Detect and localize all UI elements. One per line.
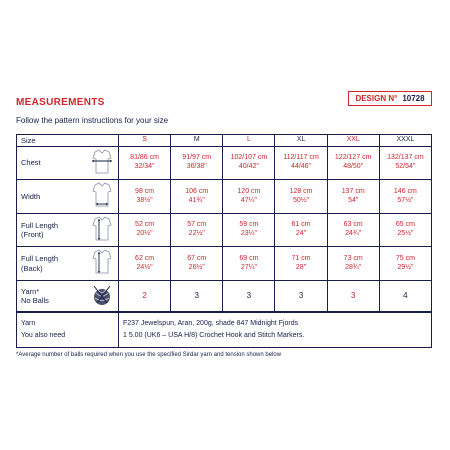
cm-value: 52 cm — [135, 221, 155, 229]
ball-count-cell: 4 — [379, 280, 431, 311]
measurement-cell — [327, 180, 379, 213]
size-header-xxxl: XXXL — [379, 135, 431, 147]
size-header-xxl: XXL — [327, 135, 379, 147]
yarn-balls-row — [17, 280, 432, 311]
cm-value: 137 cm — [341, 187, 365, 195]
design-label: DESIGN N° — [355, 94, 398, 103]
yarn-value: F237 Jewelspun, Aran, 200g, shade 847 Midnight Fjords — [123, 320, 299, 328]
cm-value: 75 cm — [395, 254, 415, 262]
size-header-l: L — [223, 135, 275, 147]
cm-value: 146 cm — [393, 187, 417, 195]
measurement-cell — [223, 146, 275, 179]
row-label: Chest — [21, 158, 41, 168]
ball-count-cell: 3 — [275, 280, 327, 311]
measurement-cell — [275, 146, 327, 179]
yarn-ball-icon — [90, 283, 114, 309]
yarn-info-labels — [17, 313, 119, 348]
cm-value: 132/137 cm — [387, 154, 424, 162]
cm-value: 120 cm — [237, 187, 261, 195]
measurement-cell — [171, 146, 223, 179]
measurement-cell — [275, 180, 327, 213]
cm-value: 73 cm — [343, 254, 363, 262]
size-header-row — [17, 135, 432, 147]
row-label: Full Length (Back) — [21, 254, 59, 273]
measurement-cell — [119, 247, 171, 280]
measurement-cell — [119, 213, 171, 246]
measurement-cell — [275, 247, 327, 280]
inch-value: 24½" — [136, 263, 153, 271]
intro-text: Follow the pattern instructions for your size — [16, 116, 169, 125]
cm-value: 61 cm — [291, 221, 311, 229]
ball-count-cell: 3 — [327, 280, 379, 311]
inch-value: 24¾" — [345, 230, 362, 238]
measurement-cell — [379, 247, 431, 280]
size-label: Size — [17, 135, 119, 147]
yarn-label: Yarn — [21, 320, 36, 328]
front-length-garment-icon — [90, 216, 114, 244]
inch-value: 36/38" — [186, 163, 207, 171]
ball-count-cell: 3 — [171, 280, 223, 311]
row-label: Full Length (Front) — [21, 220, 59, 240]
cm-value: 69 cm — [239, 254, 259, 262]
footnote: *Average number of balls required when you use the specified Sirdar yarn and tension shown below — [16, 352, 282, 358]
cm-value: 112/117 cm — [283, 154, 319, 162]
measurement-cell — [379, 180, 431, 213]
measurement-cell — [223, 247, 275, 280]
measurement-cell — [119, 146, 171, 179]
inch-value: 54" — [348, 196, 359, 204]
inch-value: 57½" — [397, 196, 414, 204]
cm-value: 57 cm — [187, 221, 207, 229]
measurement-cell — [379, 146, 431, 179]
inch-value: 38½" — [136, 196, 153, 204]
design-number: 10728 — [402, 94, 425, 103]
measurement-cell — [223, 180, 275, 213]
measurements-table — [16, 134, 432, 312]
size-header-xl: XL — [275, 135, 327, 147]
chest-garment-icon — [90, 149, 114, 177]
cm-value: 81/86 cm — [130, 154, 159, 162]
inch-value: 28" — [295, 263, 307, 271]
measurement-cell — [171, 247, 223, 280]
yarn-info-table — [16, 312, 432, 348]
row-label-cell — [17, 213, 119, 246]
cm-value: 122/127 cm — [334, 154, 372, 162]
inch-value: 23¼" — [240, 230, 257, 238]
ball-count-cell: 3 — [223, 280, 275, 311]
back-length-garment-icon — [90, 249, 114, 277]
measurement-row — [17, 213, 432, 246]
cm-value: 91/97 cm — [182, 154, 212, 162]
measurement-row — [17, 247, 432, 280]
inch-value: 52/54" — [395, 163, 416, 171]
measurement-cell — [275, 213, 327, 246]
cm-value: 62 cm — [135, 254, 155, 262]
measurement-cell — [171, 213, 223, 246]
inch-value: 47¼" — [240, 196, 257, 204]
measurement-cell — [223, 213, 275, 246]
row-label-cell — [17, 146, 119, 179]
measurement-row — [17, 146, 432, 179]
cm-value: 102/107 cm — [230, 154, 268, 162]
row-label-cell — [17, 247, 119, 280]
inch-value: 28¾" — [345, 263, 362, 271]
row-label: Width — [21, 191, 41, 201]
also-need-value: 1 5.00 (UK6 – USA H/8) Crochet Hook and Stitch Markers. — [123, 332, 305, 339]
cm-value: 106 cm — [185, 187, 209, 195]
cm-value: 63 cm — [343, 221, 363, 229]
inch-value: 29½" — [397, 263, 414, 271]
size-header-m: M — [171, 135, 223, 147]
inch-value: 50½" — [292, 196, 310, 204]
inch-value: 22½" — [188, 230, 205, 238]
inch-value: 20½" — [136, 230, 153, 238]
ball-count-cell: 2 — [119, 280, 171, 311]
cm-value: 65 cm — [395, 221, 415, 229]
width-garment-icon — [90, 182, 114, 210]
measurement-cell — [327, 247, 379, 280]
measurement-cell — [327, 146, 379, 179]
cm-value: 59 cm — [239, 221, 259, 229]
inch-value: 44/46" — [291, 163, 312, 171]
inch-value: 41¾" — [188, 196, 205, 204]
measurement-cell — [119, 180, 171, 213]
yarn-info-values — [119, 313, 432, 348]
also-need-label: You also need — [21, 332, 66, 339]
cm-value: 98 cm — [135, 187, 155, 195]
cm-value: 67 cm — [187, 254, 207, 262]
measurement-row — [17, 180, 432, 213]
inch-value: 25½" — [397, 230, 414, 238]
inch-value: 48/50" — [343, 163, 364, 171]
measurement-cell — [171, 180, 223, 213]
inch-value: 24" — [295, 230, 307, 238]
row-label-cell — [17, 180, 119, 213]
measurement-cell — [379, 213, 431, 246]
row-label-cell — [17, 280, 119, 311]
inch-value: 26½" — [188, 263, 205, 271]
inch-value: 40/42" — [238, 163, 259, 171]
size-header-s: S — [119, 135, 171, 147]
section-title: MEASUREMENTS — [16, 97, 105, 108]
inch-value: 27¼" — [240, 263, 257, 271]
inch-value: 32/34" — [134, 163, 155, 171]
design-number-box — [348, 91, 432, 106]
cm-value: 71 cm — [291, 254, 311, 262]
cm-value: 128 cm — [289, 187, 313, 195]
measurement-cell — [327, 213, 379, 246]
row-label: Yarn* No Balls — [21, 286, 49, 305]
